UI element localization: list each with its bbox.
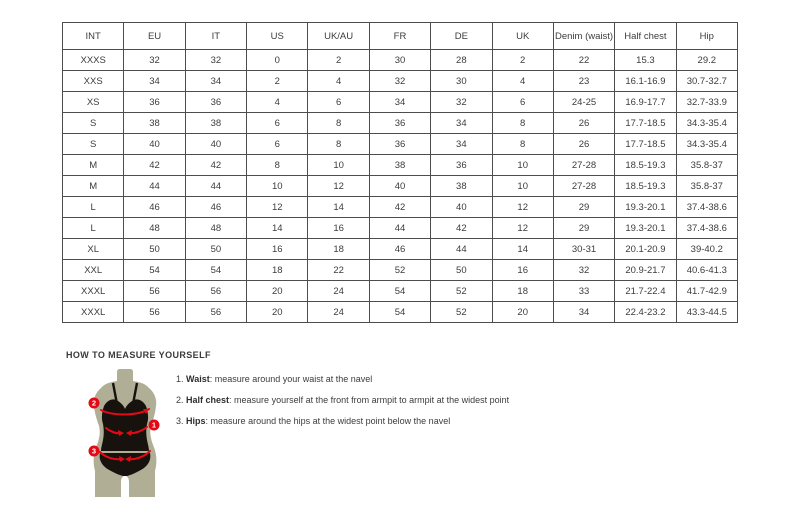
size-cell: 10 [492, 155, 553, 176]
size-cell: 20 [492, 302, 553, 323]
size-cell: 22 [308, 260, 369, 281]
size-cell: 56 [124, 281, 185, 302]
table-row [63, 239, 738, 260]
table-row [63, 71, 738, 92]
size-cell: 48 [124, 218, 185, 239]
size-cell: 16 [492, 260, 553, 281]
size-cell: 28 [431, 50, 492, 71]
size-cell: XXXS [63, 50, 124, 71]
step-text: : measure around the hips at the widest point below the navel [205, 416, 451, 426]
column-header: IT [185, 23, 246, 50]
size-cell: 18.5-19.3 [615, 176, 676, 197]
size-cell: 38 [369, 155, 430, 176]
step-number: 3. [176, 416, 184, 426]
size-cell: 19.3-20.1 [615, 218, 676, 239]
size-cell: 6 [308, 92, 369, 113]
size-cell: 27-28 [553, 155, 614, 176]
size-cell: 32 [369, 71, 430, 92]
size-cell: 6 [492, 92, 553, 113]
size-cell: S [63, 134, 124, 155]
size-cell: 46 [124, 197, 185, 218]
size-cell: XXL [63, 260, 124, 281]
size-cell: 44 [431, 239, 492, 260]
column-header: Hip [676, 23, 737, 50]
size-cell: 56 [185, 302, 246, 323]
size-cell: 2 [308, 50, 369, 71]
size-cell: 34 [369, 92, 430, 113]
size-cell: 40 [124, 134, 185, 155]
table-row [63, 218, 738, 239]
size-cell: 40 [369, 176, 430, 197]
size-cell: 17.7-18.5 [615, 113, 676, 134]
size-cell: 21.7-22.4 [615, 281, 676, 302]
table-row [63, 155, 738, 176]
marker-badge-hips [89, 446, 100, 457]
size-cell: 42 [185, 155, 246, 176]
marker-badge-waist [149, 420, 160, 431]
size-cell: 36 [431, 155, 492, 176]
size-cell: XXXL [63, 281, 124, 302]
column-header: Denim (waist) [553, 23, 614, 50]
measure-step [176, 411, 509, 432]
size-cell: 48 [185, 218, 246, 239]
column-header: FR [369, 23, 430, 50]
size-cell: 29 [553, 218, 614, 239]
size-cell: 30-31 [553, 239, 614, 260]
size-cell: M [63, 155, 124, 176]
step-number: 1. [176, 374, 184, 384]
size-cell: XS [63, 92, 124, 113]
size-cell: 20.9-21.7 [615, 260, 676, 281]
size-cell: 37.4-38.6 [676, 218, 737, 239]
size-chart-table [62, 22, 738, 323]
size-cell: 4 [492, 71, 553, 92]
size-cell: 54 [124, 260, 185, 281]
size-cell: 10 [492, 176, 553, 197]
size-cell: 8 [308, 113, 369, 134]
measurement-figure-illustration [80, 368, 168, 498]
size-cell: 8 [308, 134, 369, 155]
size-cell: 34.3-35.4 [676, 113, 737, 134]
size-cell: L [63, 218, 124, 239]
step-label: Hips [186, 416, 206, 426]
size-cell: 40.6-41.3 [676, 260, 737, 281]
size-cell: 8 [492, 134, 553, 155]
size-cell: 37.4-38.6 [676, 197, 737, 218]
size-cell: 18 [492, 281, 553, 302]
table-row [63, 176, 738, 197]
size-cell: XL [63, 239, 124, 260]
size-cell: XXS [63, 71, 124, 92]
size-cell: 26 [553, 134, 614, 155]
size-cell: 6 [247, 134, 308, 155]
size-cell: 32 [431, 92, 492, 113]
column-header: US [247, 23, 308, 50]
size-cell: 30.7-32.7 [676, 71, 737, 92]
size-cell: 42 [369, 197, 430, 218]
size-cell: 2 [247, 71, 308, 92]
size-cell: 32 [553, 260, 614, 281]
measure-step [176, 390, 509, 411]
size-cell: 20 [247, 281, 308, 302]
size-cell: 56 [185, 281, 246, 302]
size-cell: 44 [124, 176, 185, 197]
size-cell: 16 [247, 239, 308, 260]
size-cell: 56 [124, 302, 185, 323]
size-cell: 27-28 [553, 176, 614, 197]
size-cell: 35.8-37 [676, 155, 737, 176]
column-header: UK [492, 23, 553, 50]
size-cell: 38 [124, 113, 185, 134]
size-cell: 4 [247, 92, 308, 113]
header-row [63, 23, 738, 50]
size-cell: 10 [308, 155, 369, 176]
size-cell: 36 [124, 92, 185, 113]
size-cell: 15.3 [615, 50, 676, 71]
marker-number-waist: 1 [151, 420, 157, 430]
size-cell: 14 [492, 239, 553, 260]
size-cell: 33 [553, 281, 614, 302]
size-cell: 34 [553, 302, 614, 323]
size-cell: 44 [185, 176, 246, 197]
size-cell: 50 [185, 239, 246, 260]
table-row [63, 113, 738, 134]
size-cell: 18 [308, 239, 369, 260]
size-chart-header [63, 23, 738, 50]
marker-number-hips: 3 [91, 446, 97, 456]
size-cell: 34.3-35.4 [676, 134, 737, 155]
size-cell: 24 [308, 281, 369, 302]
size-cell: 52 [431, 302, 492, 323]
size-cell: 16 [308, 218, 369, 239]
size-cell: 8 [492, 113, 553, 134]
size-cell: 36 [185, 92, 246, 113]
table-row [63, 281, 738, 302]
size-cell: 35.8-37 [676, 176, 737, 197]
size-cell: 30 [369, 50, 430, 71]
marker-badge-chest [89, 398, 100, 409]
size-cell: 39-40.2 [676, 239, 737, 260]
size-cell: 38 [185, 113, 246, 134]
table-row [63, 134, 738, 155]
size-cell: 10 [247, 176, 308, 197]
size-cell: 29 [553, 197, 614, 218]
size-cell: 54 [185, 260, 246, 281]
size-cell: 23 [553, 71, 614, 92]
step-text: : measure around your waist at the navel [209, 374, 373, 384]
size-cell: 46 [369, 239, 430, 260]
column-header: UK/AU [308, 23, 369, 50]
step-label: Half chest [186, 395, 230, 405]
size-cell: 54 [369, 302, 430, 323]
size-cell: M [63, 176, 124, 197]
size-cell: 34 [431, 134, 492, 155]
size-cell: 12 [308, 176, 369, 197]
size-cell: 16.9-17.7 [615, 92, 676, 113]
column-header: EU [124, 23, 185, 50]
measure-step [176, 369, 509, 390]
size-cell: 44 [369, 218, 430, 239]
size-cell: 41.7-42.9 [676, 281, 737, 302]
size-cell: 8 [247, 155, 308, 176]
size-cell: 50 [431, 260, 492, 281]
size-cell: 12 [492, 197, 553, 218]
size-cell: 34 [185, 71, 246, 92]
table-row [63, 50, 738, 71]
size-cell: 2 [492, 50, 553, 71]
size-cell: 43.3-44.5 [676, 302, 737, 323]
size-cell: 19.3-20.1 [615, 197, 676, 218]
size-cell: 17.7-18.5 [615, 134, 676, 155]
column-header: INT [63, 23, 124, 50]
size-cell: 34 [124, 71, 185, 92]
size-cell: 36 [369, 134, 430, 155]
size-cell: 42 [124, 155, 185, 176]
table-row [63, 302, 738, 323]
size-cell: 22.4-23.2 [615, 302, 676, 323]
size-cell: 6 [247, 113, 308, 134]
size-cell: 16.1-16.9 [615, 71, 676, 92]
size-cell: 14 [247, 218, 308, 239]
size-cell: 32 [185, 50, 246, 71]
size-cell: 40 [185, 134, 246, 155]
measure-section-title: HOW TO MEASURE YOURSELF [66, 350, 211, 360]
column-header: Half chest [615, 23, 676, 50]
size-cell: 20.1-20.9 [615, 239, 676, 260]
size-cell: S [63, 113, 124, 134]
size-cell: 36 [369, 113, 430, 134]
table-row [63, 197, 738, 218]
size-cell: 14 [308, 197, 369, 218]
size-cell: 32 [124, 50, 185, 71]
step-label: Waist [186, 374, 210, 384]
size-cell: 24-25 [553, 92, 614, 113]
size-cell: 46 [185, 197, 246, 218]
marker-number-chest: 2 [91, 398, 97, 408]
size-cell: 18.5-19.3 [615, 155, 676, 176]
size-cell: XXXL [63, 302, 124, 323]
size-cell: 4 [308, 71, 369, 92]
size-cell: 12 [492, 218, 553, 239]
size-cell: 30 [431, 71, 492, 92]
size-cell: 26 [553, 113, 614, 134]
size-cell: 34 [431, 113, 492, 134]
size-cell: 0 [247, 50, 308, 71]
step-text: : measure yourself at the front from armpit to armpit at the widest point [229, 395, 510, 405]
table-row [63, 260, 738, 281]
column-header: DE [431, 23, 492, 50]
size-cell: L [63, 197, 124, 218]
table-row [63, 92, 738, 113]
size-cell: 40 [431, 197, 492, 218]
size-cell: 29.2 [676, 50, 737, 71]
size-cell: 20 [247, 302, 308, 323]
size-cell: 32.7-33.9 [676, 92, 737, 113]
size-cell: 50 [124, 239, 185, 260]
size-chart-body [63, 50, 738, 323]
size-cell: 54 [369, 281, 430, 302]
step-number: 2. [176, 395, 184, 405]
size-cell: 18 [247, 260, 308, 281]
size-cell: 52 [369, 260, 430, 281]
size-cell: 38 [431, 176, 492, 197]
size-cell: 52 [431, 281, 492, 302]
measure-steps-list [176, 369, 509, 432]
size-cell: 12 [247, 197, 308, 218]
size-chart-section [62, 22, 738, 323]
size-cell: 24 [308, 302, 369, 323]
size-cell: 42 [431, 218, 492, 239]
size-cell: 22 [553, 50, 614, 71]
